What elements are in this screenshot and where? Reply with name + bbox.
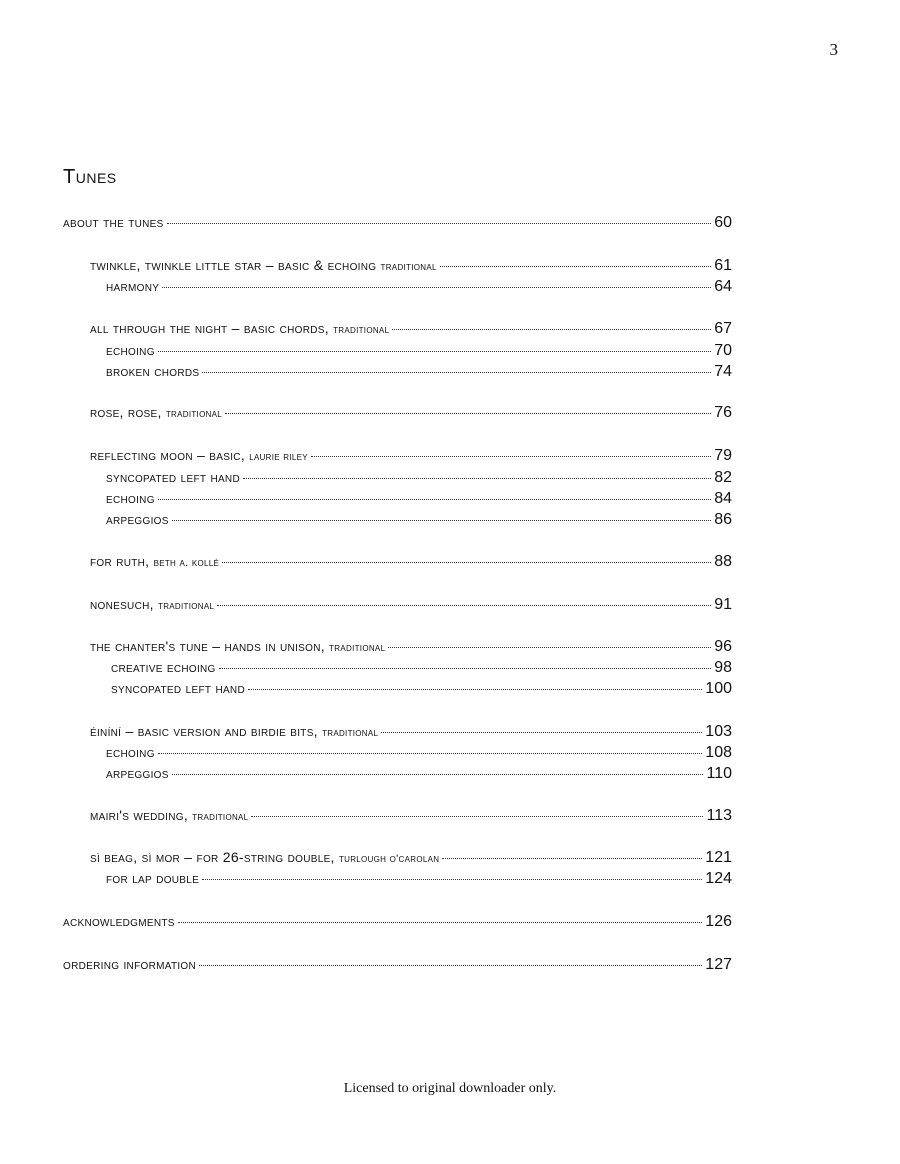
toc-entry-title xyxy=(106,278,159,294)
toc-title-text: reflecting moon – basic, xyxy=(90,447,246,463)
dot-leader xyxy=(243,478,711,479)
toc-entry xyxy=(90,553,732,573)
toc-title-text: éiníní – basic version and birdie bits, xyxy=(90,723,318,739)
toc-page-number: 84 xyxy=(714,490,732,507)
toc-entry xyxy=(106,490,732,510)
toc-entry xyxy=(106,469,732,489)
toc-entry xyxy=(63,913,732,933)
dot-leader xyxy=(178,922,703,923)
toc-entry xyxy=(90,723,732,743)
toc-title-text: broken chords xyxy=(106,363,200,379)
toc-title-text: about the tunes xyxy=(63,214,164,230)
toc-entry-author: traditional xyxy=(380,261,437,273)
toc-title-text: arpeggios xyxy=(106,511,169,527)
dot-leader xyxy=(162,287,711,288)
toc-entry-title xyxy=(106,744,155,760)
toc-title-text: for ruth, xyxy=(90,553,150,569)
dot-leader xyxy=(381,732,702,733)
dot-leader xyxy=(311,456,711,457)
toc-entry xyxy=(90,596,732,616)
toc-entry-author: traditional xyxy=(333,324,390,336)
toc-title-text: rose, rose, xyxy=(90,404,162,420)
toc-entry-author: traditional xyxy=(165,408,223,420)
toc-title-text: echoing xyxy=(106,744,155,760)
toc-entry xyxy=(106,744,732,764)
toc-page-number: 103 xyxy=(705,723,732,740)
dot-leader xyxy=(172,774,704,775)
toc-entry-title xyxy=(90,320,389,336)
toc-title-text: arpeggios xyxy=(106,765,169,781)
toc-entry-title xyxy=(111,659,216,675)
toc-title-text: harmony xyxy=(106,278,160,294)
dot-leader xyxy=(440,266,711,267)
toc-entry xyxy=(90,404,732,424)
toc-entry xyxy=(63,956,732,976)
dot-leader xyxy=(172,520,711,521)
toc-page-number: 74 xyxy=(714,363,732,380)
toc-entry xyxy=(106,363,732,383)
toc-entry-title xyxy=(63,913,175,929)
toc-page-number: 79 xyxy=(714,447,732,464)
toc-entry-author: turlough o'carolan xyxy=(338,853,440,865)
toc-entry-title xyxy=(106,490,155,506)
toc-page-number: 108 xyxy=(705,744,732,761)
dot-leader xyxy=(251,816,703,817)
toc-entry-title xyxy=(63,956,196,972)
toc-entry xyxy=(111,680,732,700)
toc-page-number: 126 xyxy=(705,913,732,930)
dot-leader xyxy=(202,372,711,373)
page-number: 3 xyxy=(829,40,838,59)
toc-entry-title xyxy=(90,404,222,420)
toc-entry xyxy=(106,765,732,785)
toc-page-number: 91 xyxy=(714,596,732,613)
toc-title-text: syncopated left hand xyxy=(111,680,245,696)
toc-entry xyxy=(90,320,732,340)
toc-entry xyxy=(90,447,732,467)
toc-page-number: 121 xyxy=(705,849,732,866)
toc-title-text: all through the night – basic chords, xyxy=(90,320,329,336)
dot-leader xyxy=(199,965,702,966)
toc-title-text: echoing xyxy=(106,342,155,358)
toc-title-text: mairi's wedding, xyxy=(90,807,189,823)
toc-page-number: 76 xyxy=(714,404,732,421)
toc-title-text: creative echoing xyxy=(111,659,216,675)
dot-leader xyxy=(442,858,702,859)
toc-entry-title xyxy=(106,765,169,781)
dot-leader xyxy=(225,413,711,414)
toc-entry-author: beth a. kollé xyxy=(153,557,220,569)
toc-entry xyxy=(106,342,732,362)
toc-entry-author: traditional xyxy=(322,727,379,739)
toc-page-number: 124 xyxy=(705,870,732,887)
toc-page-number: 61 xyxy=(714,257,732,274)
toc-entry-title xyxy=(90,723,378,739)
toc-page-number: 64 xyxy=(714,278,732,295)
section-title: Tunes xyxy=(63,166,117,188)
toc-entry-title xyxy=(106,342,155,358)
dot-leader xyxy=(219,668,712,669)
toc-entry xyxy=(90,257,732,277)
toc-entry-author: traditional xyxy=(158,600,215,612)
dot-leader xyxy=(392,329,711,330)
toc-entry xyxy=(90,638,732,658)
dot-leader xyxy=(248,689,702,690)
toc-entry-title xyxy=(63,214,164,230)
toc-page-number: 88 xyxy=(714,553,732,570)
toc-entry-title xyxy=(90,638,385,654)
toc-page-number: 100 xyxy=(705,680,732,697)
toc-title-text: ordering information xyxy=(63,956,197,972)
toc-title-text: the chanter's tune – hands in unison, xyxy=(90,638,325,654)
toc-page-number: 110 xyxy=(706,765,732,782)
toc-page-number: 127 xyxy=(705,956,732,973)
toc-title-text: twinkle, twinkle little star – basic & echoing xyxy=(90,257,377,273)
toc-title-text: nonesuch, xyxy=(90,596,154,612)
toc-page-number: 98 xyxy=(714,659,732,676)
toc-entry-title xyxy=(111,680,245,696)
toc-entry-title xyxy=(106,363,199,379)
dot-leader xyxy=(388,647,711,648)
toc-entry-title xyxy=(106,870,199,886)
toc-entry-title xyxy=(90,553,219,569)
toc-page-number: 82 xyxy=(714,469,732,486)
toc-page-number: 113 xyxy=(706,807,732,824)
toc-title-text: sì beag, sì mor – for 26-string double, xyxy=(90,849,335,865)
toc-entry-title xyxy=(106,511,169,527)
toc-page-number: 96 xyxy=(714,638,732,655)
dot-leader xyxy=(158,351,711,352)
toc-entry-title xyxy=(90,257,437,273)
toc-entry xyxy=(90,849,732,869)
toc-entry-title xyxy=(90,807,248,823)
toc-entry xyxy=(90,807,732,827)
toc-entry xyxy=(106,511,732,531)
toc-page-number: 60 xyxy=(714,214,732,231)
toc-page-number: 70 xyxy=(714,342,732,359)
toc-entry xyxy=(63,214,732,234)
toc-entry-title xyxy=(106,469,240,485)
toc-entry xyxy=(111,659,732,679)
toc-entry-title xyxy=(90,596,214,612)
toc-page-number: 67 xyxy=(714,320,732,337)
toc-title-text: for lap double xyxy=(106,870,200,886)
toc-title-text: syncopated left hand xyxy=(106,469,240,485)
toc-entry-title xyxy=(90,849,439,865)
dot-leader xyxy=(202,879,702,880)
toc-entry-title xyxy=(90,447,308,463)
toc-entry-author: laurie riley xyxy=(249,451,308,463)
toc-title-text: echoing xyxy=(106,490,155,506)
dot-leader xyxy=(217,605,711,606)
toc-title-text: acknowledgments xyxy=(63,913,175,929)
license-footer: Licensed to original downloader only. xyxy=(343,1081,557,1096)
toc-entry xyxy=(106,870,732,890)
toc-entry-author: traditional xyxy=(329,642,386,654)
dot-leader xyxy=(167,223,712,224)
toc-entry-author: traditional xyxy=(192,811,249,823)
dot-leader xyxy=(222,562,711,563)
toc-entry xyxy=(106,278,732,298)
toc-page-number: 86 xyxy=(714,511,732,528)
dot-leader xyxy=(158,753,703,754)
dot-leader xyxy=(158,499,711,500)
